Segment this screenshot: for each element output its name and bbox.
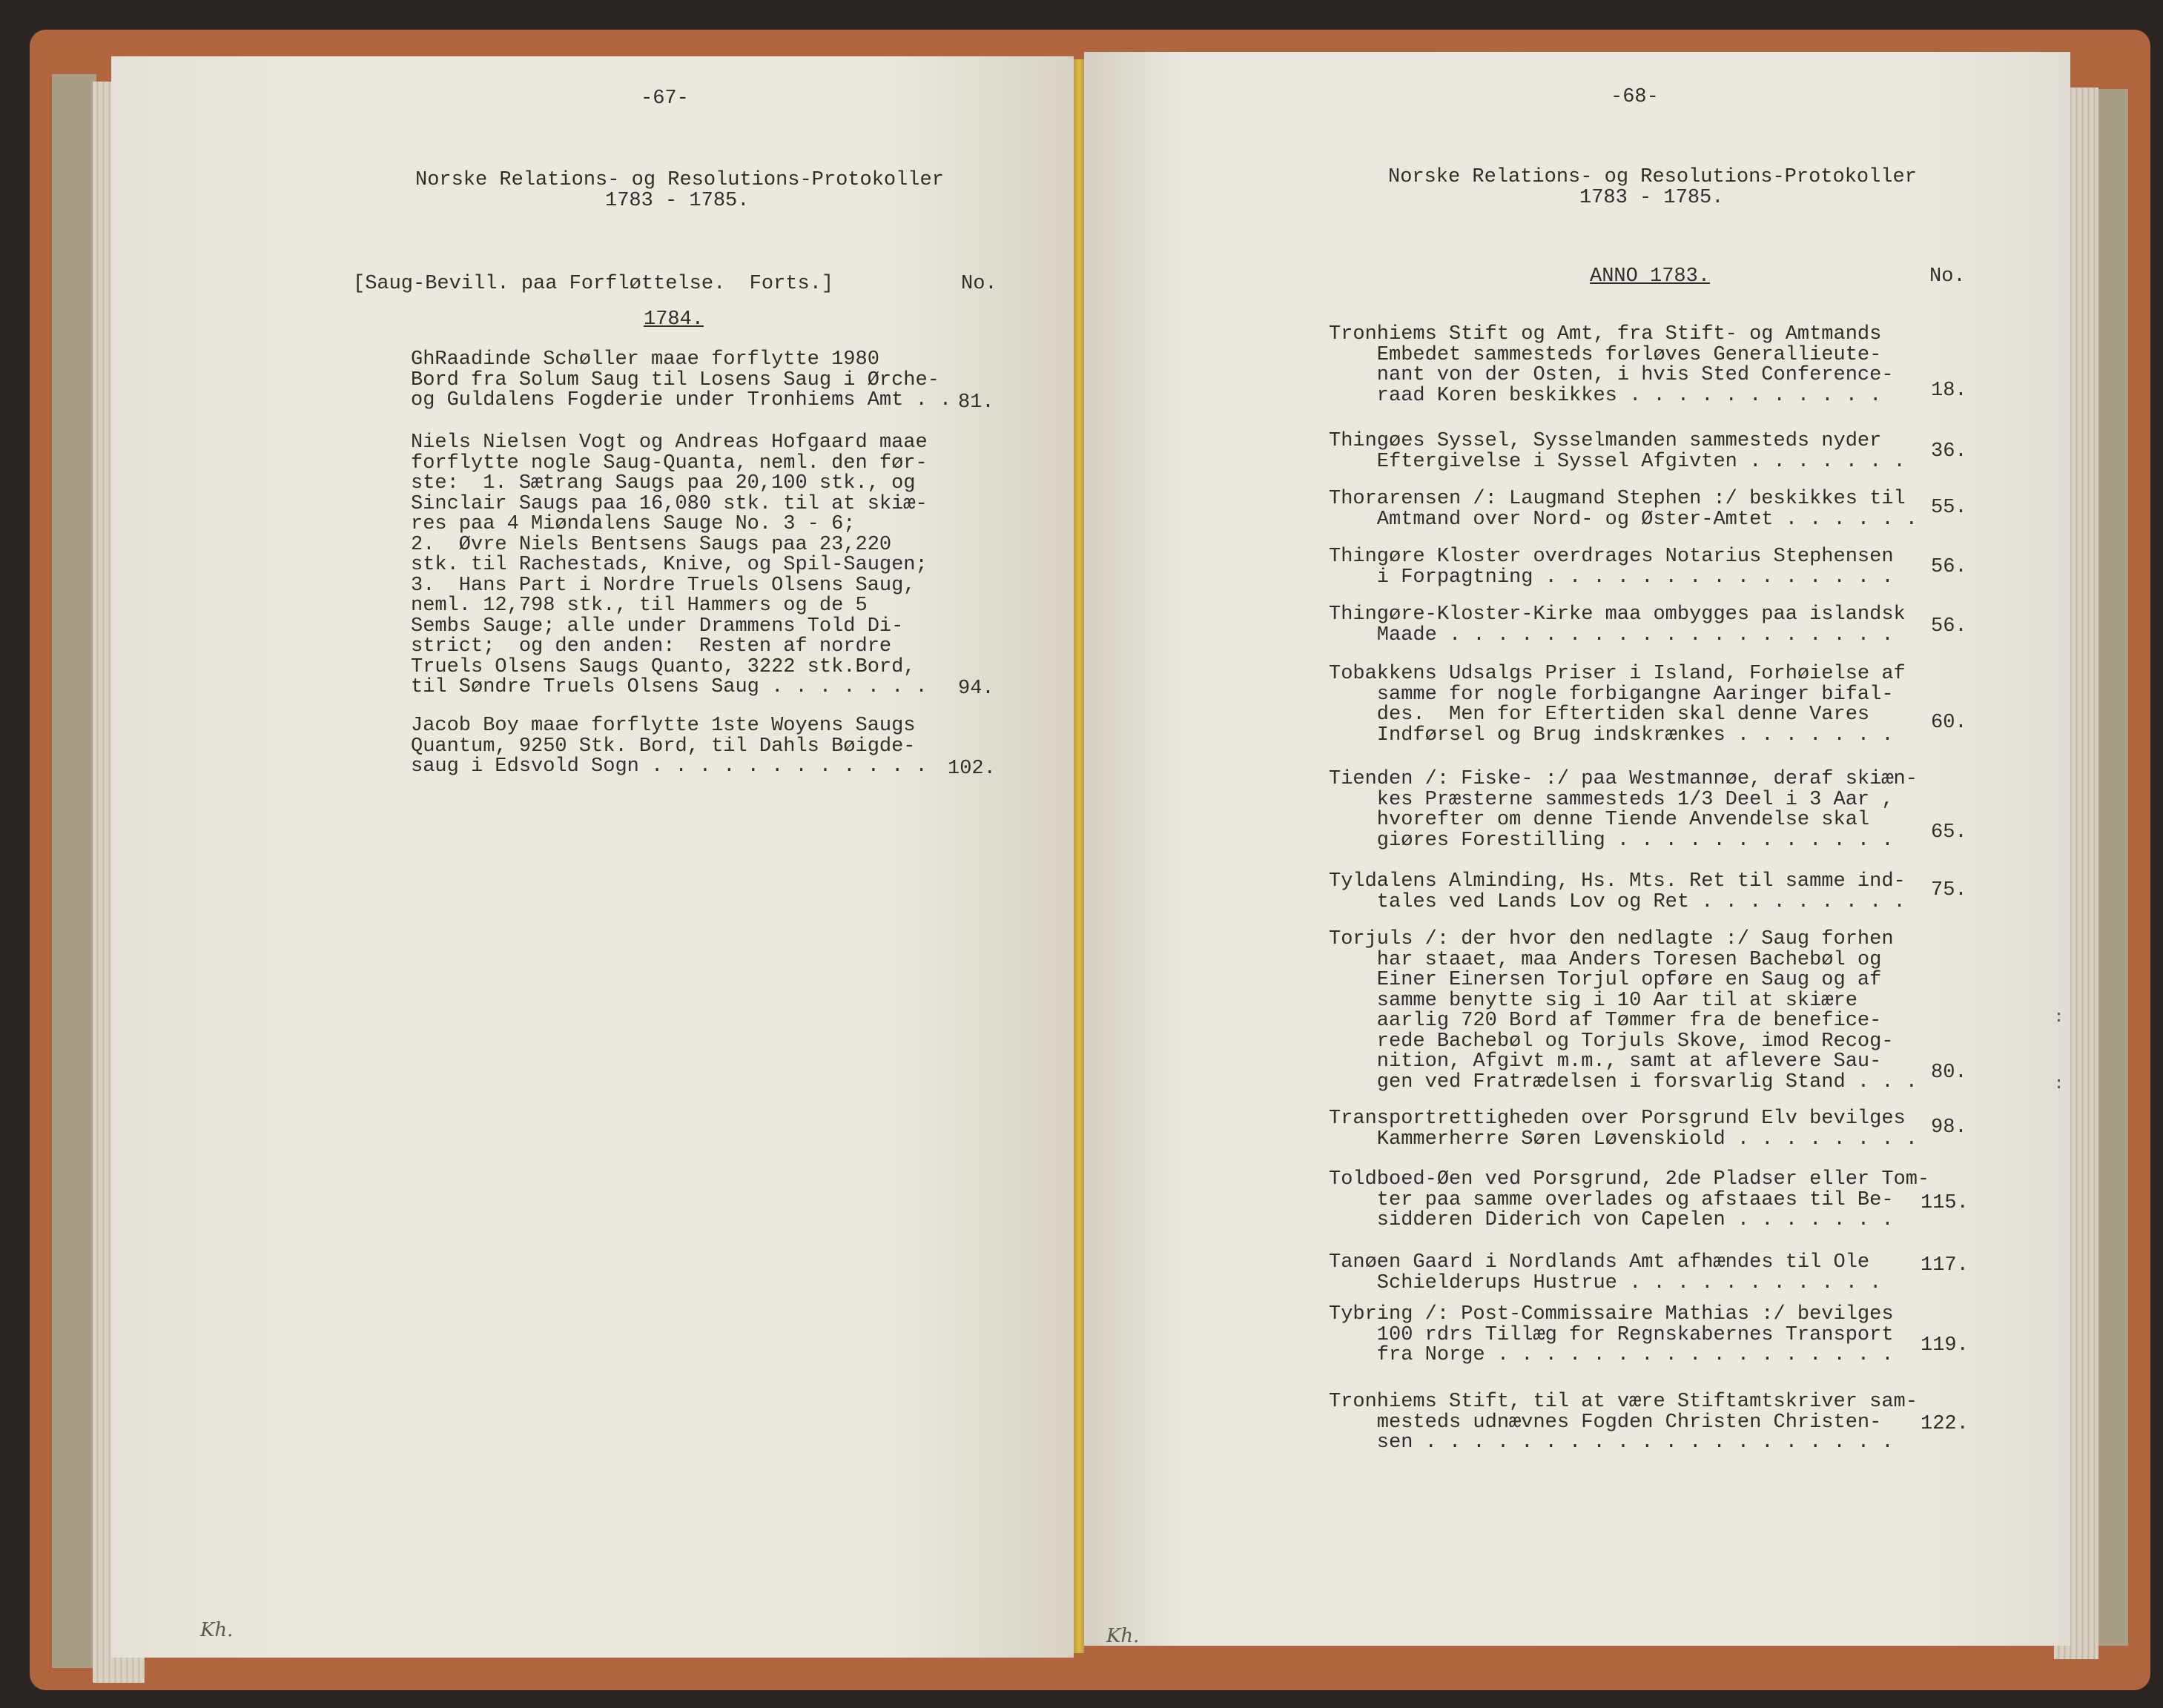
- page-number: -68-: [1611, 86, 1659, 108]
- entry-number: 56.: [1931, 615, 1967, 638]
- handwritten-note: Kh.: [1106, 1625, 1140, 1646]
- page-title: Norske Relations- og Resolutions-Protokoller: [415, 169, 944, 191]
- entry-number: 119.: [1921, 1334, 1969, 1357]
- margin-mark: :: [2054, 1008, 2064, 1027]
- page-number: -67-: [641, 87, 689, 110]
- entry: Tobakkens Udsalgs Priser i Island, Forhøielse af samme for nogle forbigangne Aaringer bifal- des. Men for Eftertiden skal denne Vares Indførsel og Brug indskrænkes . . . . . . .: [1329, 663, 1906, 747]
- entry-number: 36.: [1931, 440, 1967, 463]
- right-page: [1084, 52, 2070, 1646]
- entry-number: 60.: [1931, 712, 1967, 734]
- entry: Tronhiems Stift, til at være Stiftamtskriver sam- mesteds udnævnes Fogden Christen Christen- sen . . . . . . . . . . . . . . . . . . . .: [1329, 1391, 1918, 1454]
- handwritten-note: Kh.: [200, 1619, 234, 1641]
- entry-number: 75.: [1931, 879, 1967, 901]
- entry: Tyldalens Alminding, Hs. Mts. Ret til samme ind- tales ved Lands Lov og Ret . . . . . . . . .: [1329, 870, 1906, 913]
- gutter-binding: [1074, 59, 1084, 1653]
- entry: Torjuls /: der hvor den nedlagte :/ Saug forhen har staaet, maa Anders Toresen Bachebøl og Einer Einersen Torjul opføre en Saug og af samme benytte sig i 10 Aar til at skiære aarlig 720 Bord af Tømmer fra de benefice- rede Bachebøl og Torjuls Skove, imod Recog- nition, Afgivt m.m., samt at aflevere Sau- gen ved Fratrædelsen i forsvarlig Stand . . .: [1329, 928, 1918, 1093]
- entry-number: 115.: [1921, 1192, 1969, 1214]
- entry-number: 98.: [1931, 1116, 1967, 1139]
- section-heading: [Saug-Bevill. paa Forfløttelse. Forts.]: [353, 273, 834, 295]
- entry-number: 65.: [1931, 821, 1967, 844]
- entry: Jacob Boy maae forflytte 1ste Woyens Saugs Quantum, 9250 Stk. Bord, til Dahls Bøigde- saug i Edsvold Sogn . . . . . . . . . . . .: [411, 715, 928, 778]
- entry-number: 102.: [948, 758, 996, 780]
- entry-number: 81.: [958, 391, 994, 414]
- page-title: Norske Relations- og Resolutions-Protokoller: [1388, 166, 1917, 188]
- entry: Transportrettigheden over Porsgrund Elv bevilges Kammerherre Søren Løvenskiold . . . . . . . .: [1329, 1108, 1918, 1151]
- page-title-years: 1783 - 1785.: [1579, 187, 1724, 209]
- entry: Thorarensen /: Laugmand Stephen :/ beskikkes til Amtmand over Nord- og Øster-Amtet . . . . . .: [1329, 488, 1918, 531]
- year-heading: 1784.: [644, 308, 704, 331]
- entry-number: 122.: [1921, 1413, 1969, 1435]
- left-page: [111, 56, 1074, 1658]
- column-header-no: No.: [961, 273, 997, 295]
- entry: GhRaadinde Schøller maae forflytte 1980 Bord fra Solum Saug til Losens Saug i Ørche- og Guldalens Fogderie under Tronhiems Amt . .: [411, 348, 952, 411]
- entry-number: 55.: [1931, 497, 1967, 519]
- entry-number: 117.: [1921, 1254, 1969, 1277]
- margin-mark: :: [2054, 1075, 2064, 1093]
- entry: Thingøes Syssel, Sysselmanden sammesteds nyder Eftergivelse i Syssel Afgivten . . . . . . .: [1329, 430, 1906, 473]
- year-heading: ANNO 1783.: [1590, 265, 1711, 288]
- entry: Thingøre-Kloster-Kirke maa ombygges paa islandsk Maade . . . . . . . . . . . . . . . . . . .: [1329, 603, 1906, 646]
- entry: Niels Nielsen Vogt og Andreas Hofgaard maae forflytte nogle Saug-Quanta, neml. den før- ste: 1. Sætrang Saugs paa 20,100 stk., og Sinclair Saugs paa 16,080 stk. til at skiæ- res paa 4 Miøndalens Sauge No. 3 - 6; 2. Øvre Niels Bentsens Saugs paa 23,220 stk. til Rachestads, Knive, og Spil-Saugen; 3. Hans Part i Nordre Truels Olsens Saug, neml. 12,798 stk., til Hammers og de 5 Sembs Sauge; alle under Drammens Told Di- strict; og den anden: Resten af nordre Truels Olsens Saugs Quanto, 3222 stk.Bord, til Søndre Truels Olsens Saug . . . . . . .: [411, 431, 928, 698]
- entry: Thingøre Kloster overdrages Notarius Stephensen i Forpagtning . . . . . . . . . . . . . . .: [1329, 546, 1894, 589]
- entry-number: 80.: [1931, 1062, 1967, 1084]
- entry-number: 56.: [1931, 556, 1967, 578]
- entry-number: 94.: [958, 678, 994, 700]
- entry: Toldboed-Øen ved Porsgrund, 2de Pladser eller Tom- ter paa samme overlades og afstaaes til Be- sidderen Diderich von Capelen . . . . . . .: [1329, 1168, 1930, 1231]
- entry: Tanøen Gaard i Nordlands Amt afhændes til Ole Schielderups Hustrue . . . . . . . . . . .: [1329, 1251, 1882, 1294]
- page-title-years: 1783 - 1785.: [605, 190, 750, 212]
- entry: Tronhiems Stift og Amt, fra Stift- og Amtmands Embedet sammesteds forløves Generallieute- nant von der Osten, i hvis Sted Conference- raad Koren beskikkes . . . . . . . . . . .: [1329, 323, 1894, 407]
- entry-number: 18.: [1931, 380, 1967, 402]
- column-header-no: No.: [1929, 265, 1966, 288]
- entry: Tienden /: Fiske- :/ paa Westmannøe, deraf skiæn- kes Præsterne sammesteds 1/3 Deel i 3 Aar , hvorefter om denne Tiende Anvendelse skal giøres Forestilling . . . . . . . . . . . .: [1329, 768, 1918, 852]
- entry: Tybring /: Post-Commissaire Mathias :/ bevilges 100 rdrs Tillæg for Regnskabernes Transport fra Norge . . . . . . . . . . . . . . . . .: [1329, 1303, 1894, 1366]
- cloth-binding-left: [52, 74, 96, 1668]
